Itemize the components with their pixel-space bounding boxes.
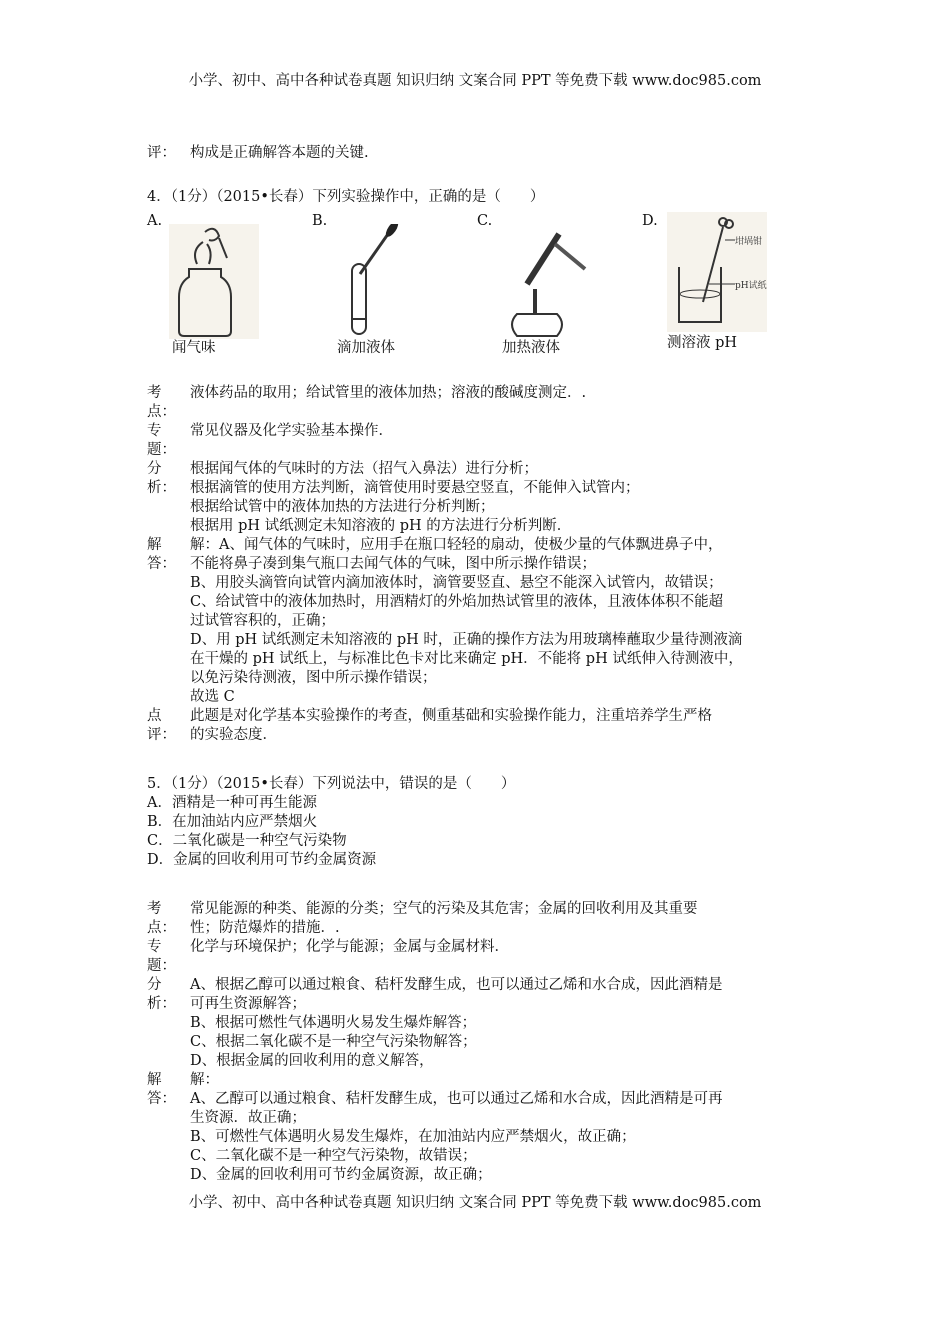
ph-paper-label: pH试纸 <box>735 281 767 291</box>
section-label <box>147 460 190 536</box>
text-line: 故选 C <box>190 689 235 705</box>
text-line: D、金属的回收利用可节约金属资源，故正确； <box>190 1167 492 1183</box>
analysis-section <box>147 422 807 460</box>
label-char: 评： <box>147 727 176 743</box>
page-header: 小学、初中、高中各种试卷真题 知识归纳 文案合同 PPT 等免费下载 www.doc985.com <box>188 73 762 89</box>
text-line: 根据闻气体的气味时的方法（招气入鼻法）进行分析； <box>190 461 538 477</box>
label-char: 专 <box>147 423 162 439</box>
label-char: 点： <box>147 920 176 936</box>
label-char: 专 <box>147 939 162 955</box>
document-body <box>147 144 807 1185</box>
section-label <box>147 900 190 938</box>
tongs-label: 坩埚钳 <box>735 237 763 247</box>
text-line: A、乙醇可以通过粮食、秸杆发酵生成，也可以通过乙烯和水合成，因此酒精是可再 <box>190 1091 723 1107</box>
label-char: 解 <box>147 537 162 553</box>
section-text <box>190 1071 807 1185</box>
section-label: 评： <box>147 145 176 161</box>
section-label <box>147 707 190 745</box>
question-5-title: 5．（1分）（2015•长春）下列说法中，错误的是（ ） <box>147 776 516 792</box>
section-label <box>147 384 190 422</box>
text-line: 以免污染待测液，图中所示操作错误； <box>190 670 437 686</box>
label-char: 析： <box>147 480 176 496</box>
label-char: 考 <box>147 901 162 917</box>
section-text <box>190 460 807 536</box>
text-line: D、根据金属的回收利用的意义解答， <box>190 1053 434 1069</box>
text-line: 常见能源的种类、能源的分类；空气的污染及其危害；金属的回收利用及其重要 <box>190 901 698 917</box>
bottle-smell-icon <box>169 224 259 339</box>
text-line: C、给试管中的液体加热时，用酒精灯的外焰加热试管里的液体，且液体体积不能超 <box>190 594 724 610</box>
analysis-section <box>147 900 807 938</box>
label-char: 分 <box>147 461 162 477</box>
dropper-tube-icon <box>332 224 422 339</box>
label-char: 析： <box>147 996 176 1012</box>
section-label <box>147 938 190 976</box>
label-char: 答： <box>147 556 176 572</box>
text-line: C、根据二氧化碳不是一种空气污染物解答； <box>190 1034 477 1050</box>
analysis-section <box>147 976 807 1071</box>
text-line: 可再生资源解答； <box>190 996 306 1012</box>
label-char: 点 <box>147 708 162 724</box>
section-text: 构成是正确解答本题的关键. <box>190 145 369 161</box>
text-line: D、用 pH 试纸测定未知溶液的 pH 时，正确的操作方法为用玻璃棒蘸取少量待测液滴 <box>190 632 743 648</box>
option-caption: 闻气味 <box>172 340 216 356</box>
text-line: 解：A、闻气体的气味时，应用手在瓶口轻轻的扇动，使极少量的气体飘进鼻子中， <box>190 537 723 553</box>
section-text <box>190 976 807 1071</box>
heating-tube-icon <box>497 224 597 339</box>
section-text <box>190 422 807 460</box>
analysis-section <box>147 938 807 976</box>
label-char: 分 <box>147 977 162 993</box>
analysis-section <box>147 707 807 745</box>
text-line: C、二氧化碳不是一种空气污染物，故错误； <box>190 1148 477 1164</box>
option-letter: D. <box>642 213 658 229</box>
option-b: B．在加油站内应严禁烟火 <box>147 814 318 830</box>
page-footer: 小学、初中、高中各种试卷真题 知识归纳 文案合同 PPT 等免费下载 www.doc985.com <box>188 1195 762 1211</box>
section-text <box>190 536 807 707</box>
text-line: 此题是对化学基本实验操作的考查，侧重基础和实验操作能力，注重培养学生严格 <box>190 708 712 724</box>
option-a: A．酒精是一种可再生能源 <box>147 795 317 811</box>
text-line: A、根据乙醇可以通过粮食、秸杆发酵生成，也可以通过乙烯和水合成，因此酒精是 <box>190 977 723 993</box>
label-char: 题： <box>147 958 176 974</box>
label-char: 解 <box>147 1072 162 1088</box>
prev-comment <box>147 144 807 163</box>
label-char: 题： <box>147 442 176 458</box>
analysis-section <box>147 536 807 707</box>
option-caption: 测溶液 pH <box>667 335 738 351</box>
section-text <box>190 384 807 422</box>
option-letter: B. <box>312 213 328 229</box>
question-4-options <box>147 212 807 362</box>
text-line: 生资源．故正确； <box>190 1110 306 1126</box>
option-letter: A. <box>147 213 163 229</box>
question-4-title: 4．（1分）（2015•长春）下列实验操作中，正确的是（ ） <box>147 189 545 205</box>
text-line: 性；防范爆炸的措施．. <box>190 920 340 936</box>
text-line: 根据滴管的使用方法判断，滴管使用时要悬空竖直，不能伸入试管内； <box>190 480 640 496</box>
question-5-options <box>147 794 807 870</box>
section-label <box>147 536 190 707</box>
beaker-ph-icon <box>667 212 767 332</box>
option-caption: 滴加液体 <box>337 340 395 356</box>
section-label <box>147 976 190 1071</box>
label-char: 答： <box>147 1091 176 1107</box>
label-char: 点： <box>147 404 176 420</box>
option-d <box>642 212 807 362</box>
text-line: 过试管容积的，正确； <box>190 613 335 629</box>
analysis-section <box>147 460 807 536</box>
text-line: B、根据可燃性气体遇明火易发生爆炸解答； <box>190 1015 477 1031</box>
label-char: 考 <box>147 385 162 401</box>
option-c: C．二氧化碳是一种空气污染物 <box>147 833 347 849</box>
text-line: 常见仪器及化学实验基本操作． <box>190 423 393 439</box>
option-a <box>147 212 312 362</box>
text-line: 化学与环境保护；化学与能源；金属与金属材料． <box>190 939 509 955</box>
section-label <box>147 1071 190 1185</box>
text-line: 不能将鼻子凑到集气瓶口去闻气体的气味，图中所示操作错误； <box>190 556 596 572</box>
text-line: 液体药品的取用；给试管里的液体加热；溶液的酸碱度测定．. <box>190 385 587 401</box>
section-text <box>190 707 807 745</box>
option-b <box>312 212 477 362</box>
option-caption: 加热液体 <box>502 340 560 356</box>
section-text <box>190 938 807 976</box>
option-letter: C. <box>477 213 493 229</box>
section-text <box>190 900 807 938</box>
option-d: D．金属的回收利用可节约金属资源 <box>147 852 377 868</box>
text-line: B、用胶头滴管向试管内滴加液体时，滴管要竖直、悬空不能深入试管内，故错误； <box>190 575 723 591</box>
text-line: 根据用 pH 试纸测定未知溶液的 pH 的方法进行分析判断． <box>190 518 572 534</box>
text-line: B、可燃性气体遇明火易发生爆炸，在加油站内应严禁烟火，故正确； <box>190 1129 636 1145</box>
section-label <box>147 422 190 460</box>
analysis-section <box>147 1071 807 1185</box>
analysis-section <box>147 384 807 422</box>
question-4-analysis <box>147 384 807 745</box>
text-line: 根据给试管中的液体加热的方法进行分析判断； <box>190 499 495 515</box>
text-line: 在干燥的 pH 试纸上，与标准比色卡对比来确定 pH．不能将 pH 试纸伸入待测液中， <box>190 651 743 667</box>
option-c <box>477 212 642 362</box>
question-5-analysis <box>147 900 807 1185</box>
text-line: 解： <box>190 1072 219 1088</box>
text-line: 的实验态度． <box>190 727 277 743</box>
